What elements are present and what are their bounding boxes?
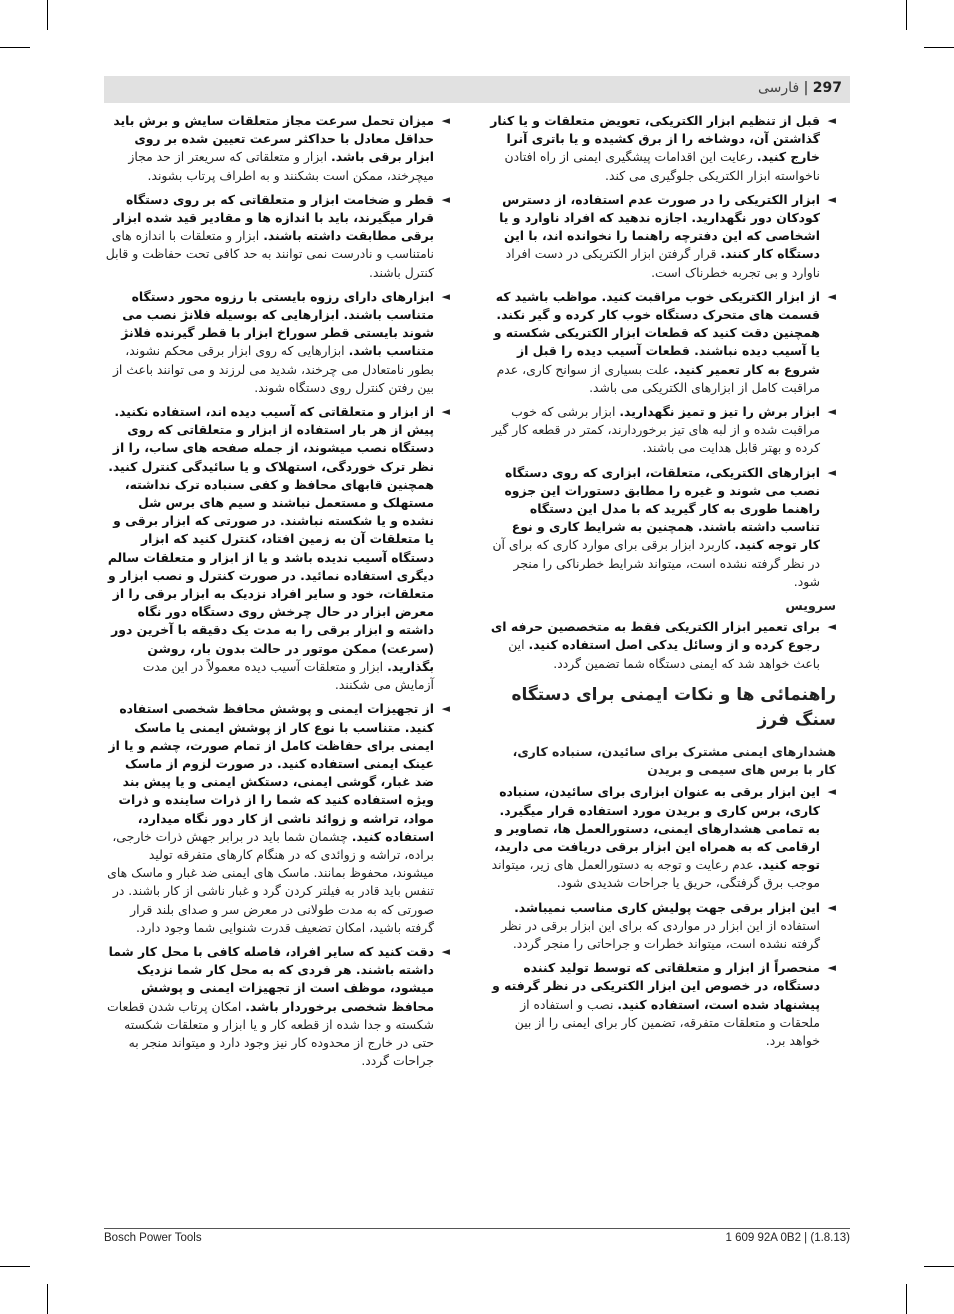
footer-brand: Bosch Power Tools <box>104 1232 202 1244</box>
bullet-bold-text: از ابزار الکتریکی خوب مراقبت کنید. مواظب باشید که قسمت های متحرک دستگاه خوب کار کرده و گیر نکند. همچنین دقت کنید که قطعات ابزار الکتریکی شکسته و یا آسیب دیده نباشند. قطعات آسیب دیده را قبل از شروع به کار تعمیر کنید. <box>493 288 820 377</box>
bullet-arrow-icon: ◄ <box>827 405 836 419</box>
bullet-bold-text: ابزار برش را تیز و تمیز نگهدارید. <box>619 404 820 420</box>
bullet-body-text: ابزار برشی که خوب مراقبت شده و از لبه های تیز برخوردارند، کمتر در قطعه کار گیر کرده و بهتر قابل هدایت می باشند. <box>491 404 820 456</box>
page-number: 297 <box>812 80 842 96</box>
bullet-body-text: چشمان شما باید در برابر جهش ذرات خارجی، براده، تراشه و زوائدی که در هنگام کارهای متفرقه تولید میشوند، محفوظ بمانند. ماسک های ایمنی ضد غبار و ماسک های تنفس باید قادر به فیلتر کردن گرد و غبار ناشی از کار باشند. در صورتی که به مدت طولانی در معرض سر و صدای بلند قرار گرفته باشید، امکان تضعیف قدرت شنوایی شما وجود دارد. <box>107 828 434 935</box>
bullet-item <box>104 288 450 397</box>
header-text <box>758 80 842 96</box>
bullet-bold-text: قبل از تنظیم ابزار الکتریکی، تعویض متعلقات و یا کنار گذاشتن آن، دوشاخه را از برق کشیده و یا باتری آنرا خارج کنید. <box>490 113 820 165</box>
bullet-item <box>104 700 450 937</box>
bullet-arrow-icon: ◄ <box>441 702 450 716</box>
bullet-arrow-icon: ◄ <box>827 785 836 799</box>
header-language: فارسی <box>758 80 800 96</box>
bullet-bold-text: میزان تحمل سرعت مجاز متعلقات سایش و برش باید حداقل معادل با حداکثر سرعت تعیین شده بر روی ابزار برقی باشد. <box>113 113 434 165</box>
service-items <box>490 618 836 673</box>
bullet-item <box>104 112 450 185</box>
bullet-arrow-icon: ◄ <box>441 944 450 958</box>
crop-mark <box>47 0 48 30</box>
bullet-body-text: این باعث خواهد شد که ایمنی دستگاه شما تضمین گردد. <box>508 637 820 671</box>
bullet-item <box>490 112 836 185</box>
bullet-bold-text: ابزارهای دارای رزوه بایستی با رزوه محور دستگاه متناسب باشند. ابزارهایی که بوسیله فلانژ نصب می شوند بایستی قطر سوراخ ابزار با قطر گیرنده فلانژ متناسب باشد. <box>121 288 434 359</box>
bullet-item <box>104 943 450 1070</box>
bullet-arrow-icon: ◄ <box>827 114 836 127</box>
bullet-body-text: عدم رعایت و توجه به دستورالعمل های زیر، میتواند موجب برق گرفتگی، حریق یا جراحات شدیدی شود. <box>491 857 820 891</box>
crop-mark <box>924 47 954 48</box>
bullet-arrow-icon: ◄ <box>827 900 836 914</box>
left-items <box>104 112 450 1070</box>
bullet-bold-text: این ابزار برقی جهت پولیش کاری مناسب نمیباشد. <box>514 899 820 915</box>
crop-mark <box>924 1266 954 1267</box>
bullet-bold-text: از ابزار و متعلقاتی که آسیب دیده اند، استفاده نکنید. پیش از هر بار استفاده از ابزار و متعلقاتی که روی دستگاه نصب میشوند، از جمله صفحه های ساب، را از نظر ترک خوردگی، استهلاک و یا سائیدگی کنترل کنید. همچنین قابهای محافظ و کفی سنباده ترک نداشته، مستهلک و مستعمل نباشند و سیم های برس شل نشده و یا شکسته نباشند. در صورتی که ابزار برقی و یا متعلقات آن به زمین افتاد، کنترل کنید که ابزار دستگاه آسیب ندیده باشد و یا از ابزار و متعلقات سالم دیگری استفاده نمائید. در صورت کنترل و نصب ابزار و متعلقات، خود و سایر افراد نزدیک به ابزار برقی را از معرض ابزار در حال چرخش روی دستگاه دور نگاه داشته و ابزار برقی را به مدت یک دقیقه با آخرین دور (سرعت) ممکن موتور در حالت بدون بار، روشن بگذارید. <box>107 404 434 674</box>
bullet-arrow-icon: ◄ <box>441 192 450 206</box>
bullet-bold-text: از تجهیزات ایمنی و پوشش محافظ شخصی استفاده کنید. متناسب با نوع کار از پوشش ایمنی یا ماسک ایمنی برای حفاظت کامل از تمام صورت، چشم و یا از عینک ایمنی استفاده کنید. در صورت لزوم از ماسک ضد غبار، گوشی ایمنی، دستکش ایمنی و یا پیش بند ویژه استفاده کنید که شما را از ذرات ساینده و ذرات مواد، تراشه و زوائد ناشی از کار دور نگاه میدارد، استفاده کنید. <box>108 701 434 844</box>
service-title: سرویس <box>785 598 836 614</box>
bullet-arrow-icon: ◄ <box>827 192 836 206</box>
crop-mark <box>906 1284 907 1314</box>
bullet-item <box>490 191 836 282</box>
bullet-item <box>104 191 450 282</box>
right-bottom-items <box>490 783 836 1050</box>
bullet-body-text: ابزار و متعلقات آسیب دیده معمولاً در این مدت آزمایش می شکنند. <box>142 658 434 693</box>
bullet-arrow-icon: ◄ <box>827 961 836 975</box>
bullet-body-text: امکان پرتاب شدن قطعات شکسته و جدا شده از قطعه کار و یا ابزار و متعلقات شکسته حتی در خارج از محدوده کار نیز وجود دارد و میتواند منجر به جراحات گردد. <box>107 998 434 1069</box>
bullet-bold-text: این ابزار برقی به عنوان ابزاری برای سائیدن، سنباده کاری، برس کاری و بریدن مورد استفاده قرار میگیرد. به تمامی هشدارهای ایمنی، دستورالعمل ها، تصاویر و ارقامی که به همراه این ابزار برقی دریافت می دارید، توجه کنید. <box>494 784 820 873</box>
bullet-body-text: استفاده از این ابزار در مواردی که برای این ابزار برقی در نظر گرفته نشده است، میتواند خطرات و جراحاتی را منجر گردد. <box>501 917 820 951</box>
header-separator: | <box>803 80 809 96</box>
section-heading: راهنمائی ها و نکات ایمنی برای دستگاه سنگ فرز <box>511 684 836 730</box>
bullet-arrow-icon: ◄ <box>827 465 836 479</box>
crop-mark <box>47 1284 48 1314</box>
bullet-body-text: رعایت این اقدامات پیشگیری ایمنی از راه افتادن ناخواسته ابزار الکتریکی جلوگیری می کند. <box>504 149 820 183</box>
crop-mark <box>0 47 30 48</box>
bullet-bold-text: برای تعمیر ابزار الکتریکی فقط به متخصصین حرفه ای رجوع کرده و از وسائل یدکی اصل استفاده کنید. <box>490 619 820 653</box>
bullet-body-text: علت بسیاری از سوانح کاری، عدم مراقبت کامل از ابزارهای الکتریکی می باشد. <box>496 361 820 395</box>
right-top-items <box>490 112 836 591</box>
bullet-item <box>490 288 836 397</box>
left-column <box>104 112 450 1076</box>
bullet-arrow-icon: ◄ <box>441 405 450 419</box>
bullet-bold-text: قطر و ضخامت ابزار و متعلقاتی که بر روی دستگاه قرار میگیرند، باید با اندازه ها و مقادیر قید شده ابزار برقی مطابقت داشته باشند. <box>113 191 434 244</box>
bullet-item <box>490 959 836 1050</box>
bullet-item <box>490 618 836 673</box>
footer-doc-number: 1 609 92A 0B2 | (1.8.13) <box>725 1232 850 1244</box>
bullet-body-text: ابزار و متعلقاتی که سریعتر از حد مجاز میچرخند، ممکن است بشکنند و به اطراف پرتاب بشوند. <box>128 149 434 183</box>
bullet-body-text: ابزارهایی که روی ابزار برقی محکم نشوند، بطور نامتعادل می چرخند، شدید می لرزند و می توانند باعث از بین رفتن کنترل روی دستگاه شوند. <box>112 343 434 395</box>
bullet-bold-text: منحصراً از ابزار و متعلقاتی که توسط تولید کننده دستگاه، در خصوص این ابزار الکتریکی در نظر گرفته و پیشنهاد شده است، استفاده کنید. <box>492 960 820 1012</box>
bullet-arrow-icon: ◄ <box>441 289 450 303</box>
bullet-item <box>490 899 836 954</box>
footer-divider <box>104 1228 850 1229</box>
section-subheading: هشدارهای ایمنی مشترک برای سائیدن، سنباده کاری، کار با برس های سیمی و بریدن <box>512 743 836 778</box>
bullet-arrow-icon: ◄ <box>827 289 836 303</box>
bullet-item <box>490 403 836 458</box>
bullet-body-text: ابزار و متعلقات با اندازه های نامتناسب و نادرست نمی توانند به حد کافی تحت حفاظت و قابل کنترل باشند. <box>105 228 434 280</box>
crop-mark <box>0 1266 30 1267</box>
bullet-item <box>490 783 836 892</box>
bullet-body-text: کاربرد ابزار برقی برای موارد کاری که برای آن در نظر گرفته نشده است، میتواند شرایط خطرناکی را منجر شود. <box>492 537 820 589</box>
bullet-bold-text: ابزار الکتریکی را در صورت عدم استفاده، از دسترس کودکان دور نگهدارید. اجازه ندهید که افراد ناوارد و یا اشخاصی که این دفترچه راهنما را نخوانده اند، با این دستگاه کار کنند. <box>499 191 820 262</box>
bullet-arrow-icon: ◄ <box>827 620 836 634</box>
bullet-item <box>104 403 450 694</box>
bullet-item <box>490 464 836 591</box>
bullet-bold-text: ابزارهای الکتریکی، متعلقات، ابزاری که روی دستگاه نصب می شوند و غیره را مطابق دستورات این جزوه راهنما طوری به کار گیرید که با مدل این دستگاه تناسب داشته باشند. همچنین به شرایط کاری و نوع کار توجه کنید. <box>504 464 820 553</box>
bullet-arrow-icon: ◄ <box>441 114 450 127</box>
bullet-bold-text: دقت کنید که سایر افراد، فاصله کافی با محل کار شما داشته باشند. هر فردی که به محل کار شما نزدیک میشود، موظف است از تجهیزات ایمنی و پوشش محافظ شخصی برخوردار باشد. <box>108 943 434 1014</box>
bullet-body-text: نصب و استفاده از ملحقات و متعلقات متفرقه، تضمین کار برای ایمنی را از بین خواهد برد. <box>514 996 820 1048</box>
bullet-body-text: قرار گرفتن ابزار الکتریکی در دست افراد ناوارد و بی تجربه خطرناک است. <box>505 246 820 280</box>
page-header <box>104 76 850 103</box>
crop-mark <box>906 0 907 30</box>
right-column <box>490 112 836 1056</box>
